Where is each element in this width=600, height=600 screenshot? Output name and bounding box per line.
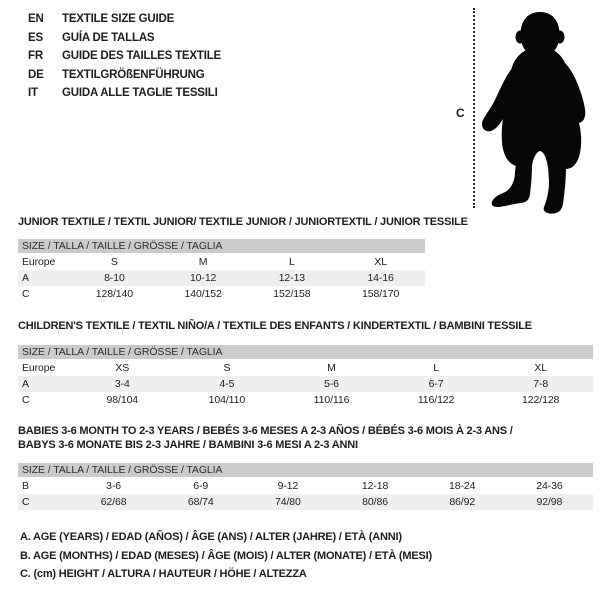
lang-code: DE (28, 68, 44, 81)
cell: 122/128 (522, 394, 560, 406)
size-header-bar: SIZE / TALLA / TAILLE / GRÖSSE / TAGLIA (18, 463, 593, 478)
cell: S (110, 256, 118, 268)
footnote-a: A. AGE (YEARS) / EDAD (AÑOS) / ÂGE (ANS) / ALTER (JAHRE) / ETÀ (ANNI) (20, 531, 402, 543)
cell: 68/74 (157, 494, 244, 510)
lang-title: TEXTILGRÖßENFÜHRUNG (62, 68, 205, 81)
lang-title: TEXTILE SIZE GUIDE (62, 13, 175, 26)
lang-title: GUÍA DE TALLAS (62, 31, 155, 44)
table-row (18, 478, 593, 495)
cell: 6-7 (384, 376, 489, 392)
cell: 104/110 (208, 394, 246, 406)
lang-row-es (28, 29, 221, 48)
cell: S (223, 362, 231, 374)
cell: 4-5 (175, 376, 280, 392)
row-label: C (22, 394, 30, 406)
height-measure-label: C (456, 106, 465, 120)
children-table (18, 345, 593, 408)
lang-row-it (28, 84, 221, 103)
babies-table-title-line1: BABIES 3-6 MONTH TO 2-3 YEARS / BEBÉS 3-6 MESES A 2-3 AÑOS / BÉBÉS 3-6 MOIS À 2-3 ANS / (18, 425, 513, 437)
babies-table (18, 463, 593, 510)
children-table-title: CHILDREN'S TEXTILE / TEXTIL NIÑO/A / TEXTILE DES ENFANTS / KINDERTEXTIL / BAMBINI TESSILE (18, 320, 532, 332)
cell: 92/98 (506, 494, 593, 510)
lang-title: GUIDA ALLE TAGLIE TESSILI (62, 87, 218, 100)
row-label: C (22, 288, 30, 300)
cell: 12-13 (248, 270, 337, 286)
row-label: Europe (22, 256, 56, 268)
junior-size-table (18, 215, 468, 302)
cell: 62/68 (70, 494, 157, 510)
row-label: C (18, 494, 70, 510)
footnote-c: C. (cm) HEIGHT / ALTURA / HAUTEUR / HÖHE / ALTEZZA (20, 568, 307, 580)
cell: 3-6 (106, 480, 122, 492)
junior-table-title: JUNIOR TEXTILE / TEXTIL JUNIOR/ TEXTILE JUNIOR / JUNIORTEXTIL / JUNIOR TESSILE (18, 216, 468, 228)
legend-footnotes (20, 528, 432, 584)
cell: XL (374, 256, 387, 268)
cell: M (198, 256, 208, 268)
cell: 24-36 (536, 480, 563, 492)
footnote-b: B. AGE (MONTHS) / EDAD (MESES) / ÂGE (MOIS) / ALTER (MONATE) / ETÀ (MESI) (20, 549, 432, 562)
table-row (18, 286, 425, 302)
language-title-list (28, 10, 221, 103)
cell: 98/104 (106, 394, 139, 406)
table-row (18, 270, 425, 286)
row-label: Europe (22, 362, 56, 374)
table-row (18, 376, 593, 392)
babies-table-title-line2: BABYS 3-6 MONATE BIS 2-3 JAHRE / BAMBINI 3-6 MESI A 2-3 ANNI (18, 439, 358, 451)
cell: 110/116 (313, 394, 350, 406)
cell: 86/92 (419, 494, 506, 510)
row-label: A (18, 270, 70, 286)
cell: 158/170 (361, 288, 400, 300)
cell: 74/80 (244, 494, 331, 510)
lang-row-fr (28, 47, 221, 66)
cell: 9-12 (277, 480, 299, 492)
cell: L (433, 362, 439, 374)
cell: 3-4 (70, 376, 175, 392)
cell: 10-12 (159, 270, 248, 286)
size-header-bar: SIZE / TALLA / TAILLE / GRÖSSE / TAGLIA (18, 239, 425, 254)
cell: 80/86 (331, 494, 418, 510)
cell: XL (534, 362, 548, 374)
lang-code: FR (28, 50, 43, 63)
lang-code: ES (28, 31, 43, 44)
toddler-silhouette-icon (470, 4, 600, 216)
lang-title: GUIDE DES TAILLES TEXTILE (62, 50, 221, 63)
cell: M (327, 362, 336, 374)
cell: 116/122 (417, 394, 455, 406)
children-size-table (18, 319, 593, 408)
cell: 5-6 (279, 376, 384, 392)
cell: 18-24 (449, 480, 476, 492)
lang-row-de (28, 66, 221, 85)
cell: 12-18 (361, 480, 389, 492)
cell: L (289, 256, 295, 268)
row-label: A (18, 376, 70, 392)
cell: 140/152 (184, 288, 222, 300)
cell: 8-10 (70, 270, 159, 286)
size-header-bar: SIZE / TALLA / TAILLE / GRÖSSE / TAGLIA (18, 345, 593, 360)
table-row (18, 360, 593, 377)
cell: 6-9 (193, 480, 209, 492)
cell: 152/158 (273, 288, 311, 300)
table-row (18, 494, 593, 510)
cell: XS (115, 362, 130, 374)
cell: 128/140 (95, 288, 133, 300)
lang-row-en (28, 10, 221, 29)
table-row (18, 254, 425, 271)
cell: 7-8 (488, 376, 593, 392)
junior-table (18, 239, 425, 302)
lang-code: IT (28, 87, 38, 100)
row-label: B (22, 480, 29, 492)
cell: 14-16 (336, 270, 425, 286)
lang-code: EN (28, 13, 44, 26)
babies-size-table (18, 424, 593, 510)
table-row (18, 392, 593, 408)
